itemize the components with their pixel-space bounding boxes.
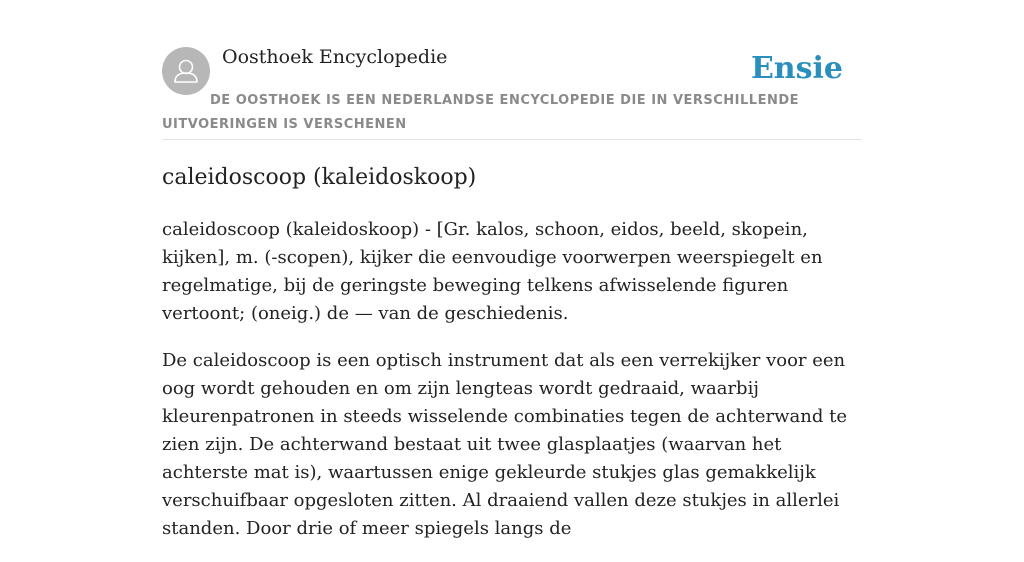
ensie-logo-link[interactable]: Ensie (750, 51, 843, 86)
page (162, 0, 862, 539)
user-placeholder-icon (162, 47, 210, 95)
header-divider (162, 139, 862, 140)
avatar[interactable] (162, 47, 210, 95)
article-paragraph-description: De caleidoscoop is een optisch instrument dat als een verrekijker voor een oog wordt gehouden en om zijn lengteas wordt gedraaid, waarbij kleurenpatronen in steeds wisselende combinaties tegen de achterwand te zien zijn. De achterwand bestaat uit twee glasplaatjes (waarvan het achterste mat is), waartussen enige gekleurde stukjes glas gemakkelijk verschuifbaar opgesloten zitten. Al draaiend vallen deze stukjes in allerlei standen. Door drie of meer spiegels langs de (162, 350, 847, 539)
site-header (162, 0, 862, 140)
article-paragraph-definition: caleidoscoop (kaleidoskoop) - [Gr. kalos, schoon, eidos, beeld, skopein, kijken], m. (-scopen), kijker die eenvoudige voorwerpen weerspiegelt en regelmatige, bij de geringste beweging telkens afwisselende figuren vertoont; (oneig.) de — van de geschiedenis. (162, 219, 823, 324)
article-body (162, 216, 862, 562)
article-title: caleidoscoop (kaleidoskoop) (162, 165, 477, 190)
site-tagline: DE OOSTHOEK IS EEN NEDERLANDSE ENCYCLOPEDIE DIE IN VERSCHILLENDE UITVOERINGEN IS VERSCHENEN (162, 93, 800, 132)
site-name-link[interactable]: Oosthoek Encyclopedie (222, 46, 448, 68)
